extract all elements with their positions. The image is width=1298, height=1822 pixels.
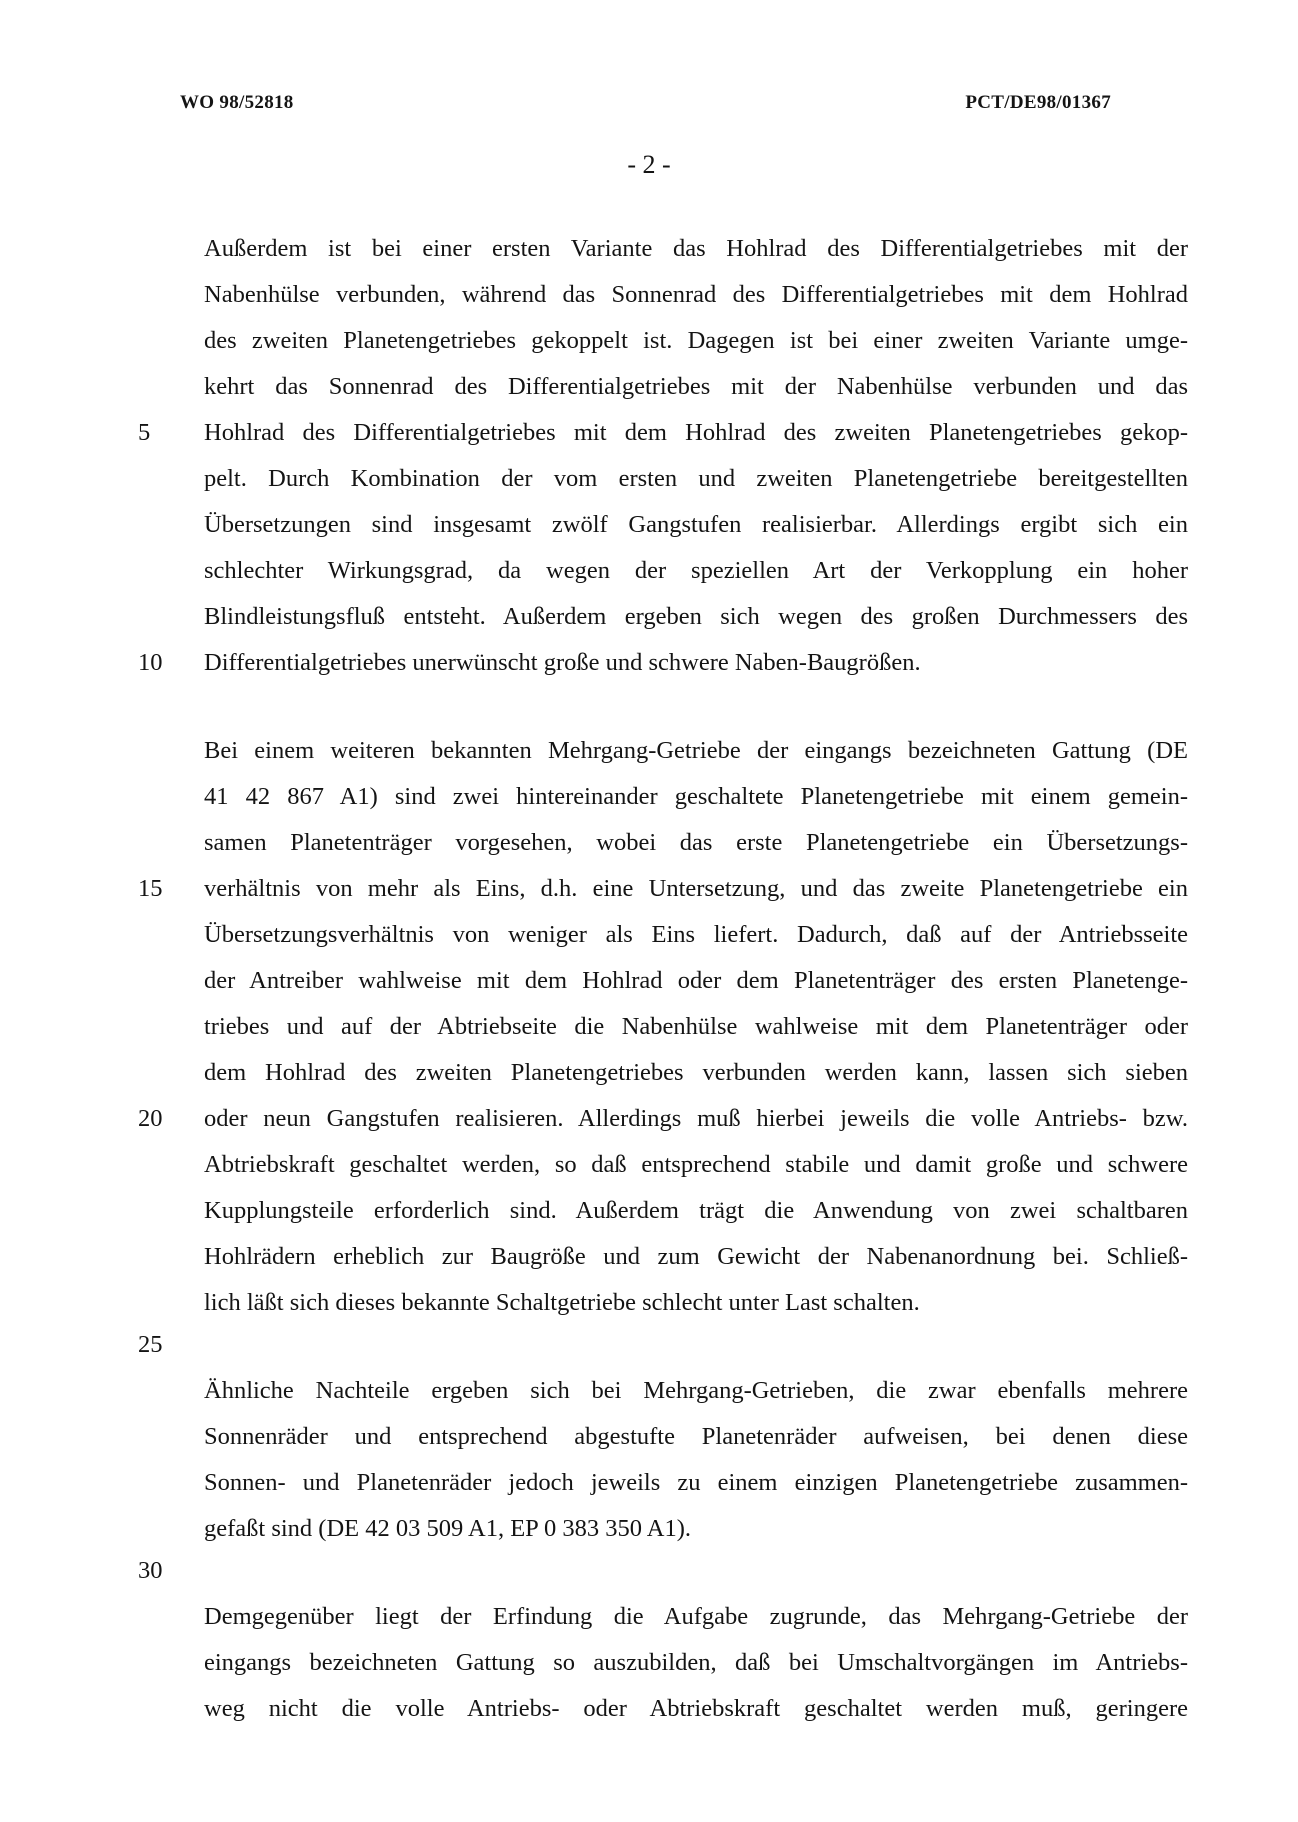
text-line: Hohlrad des Differentialgetriebes mit dem Hohlrad des zweiten Planetengetriebes gekop- [204,419,1188,446]
text-line: Sonnen- und Planetenräder jedoch jeweils zu einem einzigen Planetengetriebe zusammen- [204,1469,1188,1496]
text-line: 41 42 867 A1) sind zwei hintereinander geschaltete Planetengetriebe mit einem gemein- [204,783,1188,810]
text-line: eingangs bezeichneten Gattung so auszubilden, daß bei Umschaltvorgängen im Antriebs- [204,1649,1188,1676]
line-number: 10 [138,649,163,676]
text-line: Übersetzungsverhältnis von weniger als Eins liefert. Dadurch, daß auf der Antriebsseite [204,921,1188,948]
text-line: Außerdem ist bei einer ersten Variante das Hohlrad des Differentialgetriebes mit der [204,235,1188,262]
line-number: 20 [138,1105,163,1132]
text-line: Demgegenüber liegt der Erfindung die Aufgabe zugrunde, das Mehrgang-Getriebe der [204,1603,1188,1630]
text-line: Nabenhülse verbunden, während das Sonnenrad des Differentialgetriebes mit dem Hohlrad [204,281,1188,308]
page-number: - 2 - [627,150,671,179]
text-line: weg nicht die volle Antriebs- oder Abtriebskraft geschaltet werden muß, geringere [204,1695,1188,1722]
publication-number: WO 98/52818 [180,92,294,113]
text-line: der Antreiber wahlweise mit dem Hohlrad oder dem Planetenträger des ersten Planetenge- [204,967,1188,994]
application-number: PCT/DE98/01367 [965,92,1111,113]
line-number: 30 [138,1557,163,1584]
text-line: Kupplungsteile erforderlich sind. Außerdem trägt die Anwendung von zwei schaltbaren [204,1197,1188,1224]
text-line: gefaßt sind (DE 42 03 509 A1, EP 0 383 350 A1). [204,1515,692,1542]
text-line: schlechter Wirkungsgrad, da wegen der speziellen Art der Verkopplung ein hoher [204,557,1188,584]
line-number: 5 [138,419,151,446]
text-line: kehrt das Sonnenrad des Differentialgetriebes mit der Nabenhülse verbunden und das [204,373,1188,400]
text-line: Differentialgetriebes unerwünscht große und schwere Naben-Baugrößen. [204,649,921,676]
text-line: triebes und auf der Abtriebseite die Nabenhülse wahlweise mit dem Planetenträger oder [204,1013,1188,1040]
text-line: lich läßt sich dieses bekannte Schaltgetriebe schlecht unter Last schalten. [204,1289,920,1316]
text-line: Ähnliche Nachteile ergeben sich bei Mehrgang-Getrieben, die zwar ebenfalls mehrere [204,1377,1188,1404]
text-line: dem Hohlrad des zweiten Planetengetriebes verbunden werden kann, lassen sich sieben [204,1059,1188,1086]
text-line: pelt. Durch Kombination der vom ersten und zweiten Planetengetriebe bereitgestellten [204,465,1188,492]
text-line: des zweiten Planetengetriebes gekoppelt ist. Dagegen ist bei einer zweiten Variante umge- [204,327,1188,354]
text-line: Sonnenräder und entsprechend abgestufte Planetenräder aufweisen, bei denen diese [204,1423,1188,1450]
text-line: oder neun Gangstufen realisieren. Allerdings muß hierbei jeweils die volle Antriebs- bzw. [204,1105,1188,1132]
line-number: 25 [138,1331,163,1358]
text-line: verhältnis von mehr als Eins, d.h. eine Untersetzung, und das zweite Planetengetriebe ein [204,875,1188,902]
text-line: Blindleistungsfluß entsteht. Außerdem ergeben sich wegen des großen Durchmessers des [204,603,1188,630]
text-line: Bei einem weiteren bekannten Mehrgang-Getriebe der eingangs bezeichneten Gattung (DE [204,737,1188,764]
text-line: Abtriebskraft geschaltet werden, so daß entsprechend stabile und damit große und schwere [204,1151,1188,1178]
text-line: samen Planetenträger vorgesehen, wobei das erste Planetengetriebe ein Übersetzungs- [204,829,1188,856]
text-line: Hohlrädern erheblich zur Baugröße und zum Gewicht der Nabenanordnung bei. Schließ- [204,1243,1188,1270]
line-number: 15 [138,875,163,902]
text-line: Übersetzungen sind insgesamt zwölf Gangstufen realisierbar. Allerdings ergibt sich ein [204,511,1188,538]
